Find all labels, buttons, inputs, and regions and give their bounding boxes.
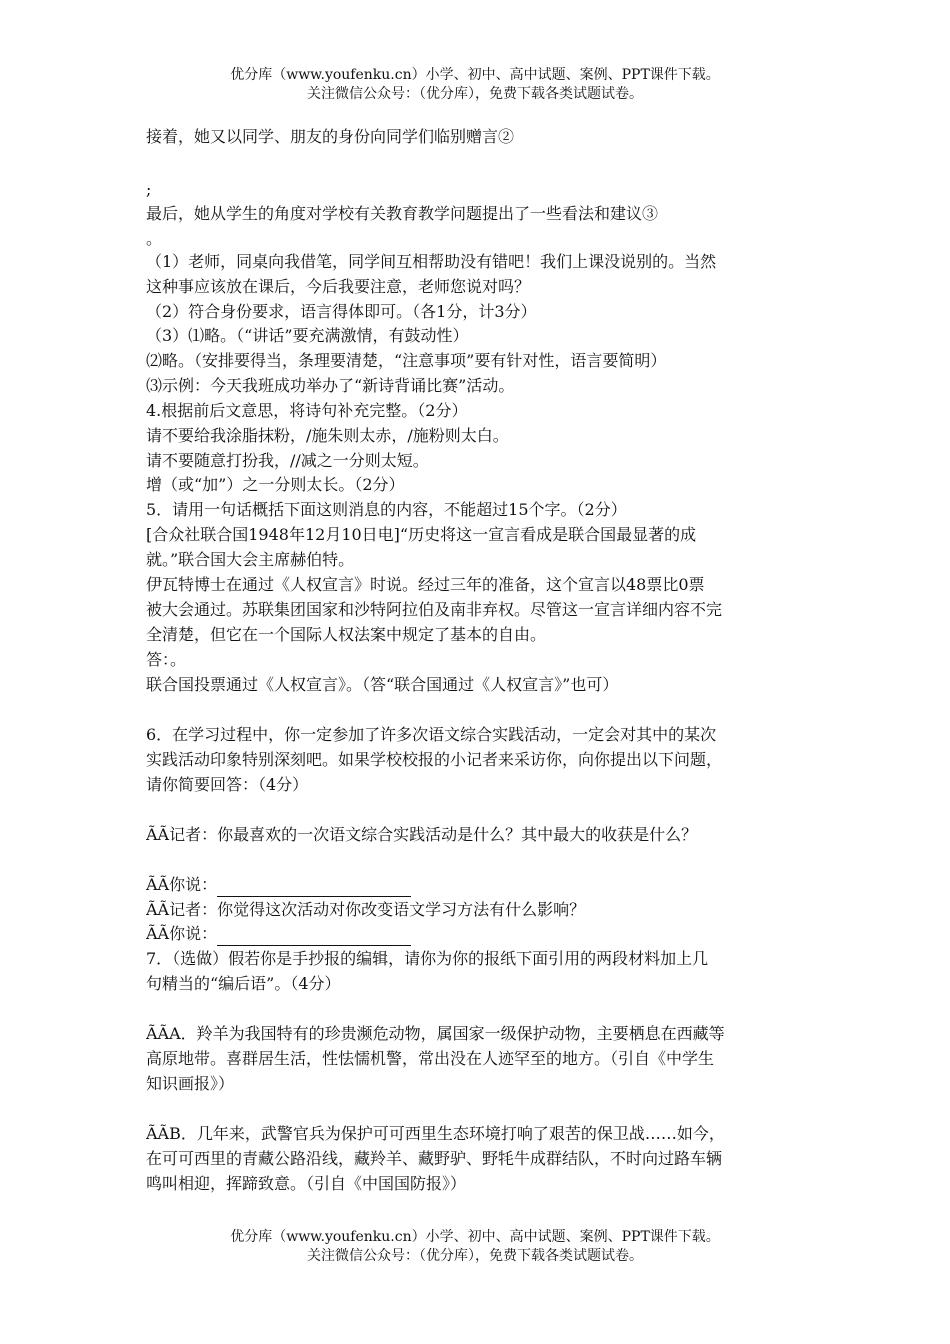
text-line: 就。”联合国大会主席赫伯特。 [146,550,355,569]
text-line: 高原地带。喜群居生活，性怯懦机警，常出没在人迹罕至的地方。（引自《中学生 [146,1049,715,1068]
text-line: ⑵略。（安排要得当，条理要清楚，“注意事项”要有针对性，语言要简明） [146,351,667,370]
text-line: 最后，她从学生的角度对学校有关教育教学问题提出了一些看法和建议③ [146,204,659,223]
answer-prompt: ÃÃ你说： [146,924,218,943]
text-line: 句精当的“编后语”。（4分） [146,974,341,993]
text-line: 增（或“加”）之一分则太长。（2分） [146,475,405,494]
answer-line-1 [146,872,811,897]
text-line: 联合国投票通过《人权宣言》。（答“联合国通过《人权宣言》”也可） [146,675,619,694]
answer-prompt: ÃÃ你说： [146,875,218,894]
text-line: 伊瓦特博士在通过《人权宣言》时说。经过三年的准备，这个宣言以48票比0票 [146,575,705,594]
answer-blank[interactable] [217,927,411,946]
page-footer [0,1228,950,1266]
text-line: 6．在学习过程中，你一定参加了许多次语文综合实践活动，一定会对其中的某次 [146,725,717,744]
text-line: 5．请用一句话概括下面这则消息的内容，不能超过15个字。（2分） [146,500,627,519]
text-line: ÃÃ记者：你觉得这次活动对你改变语文学习方法有什么影响？ [146,900,586,919]
text-line: 请不要随意打扮我，//减之一分则太短。 [146,451,429,470]
header-line-2: 关注微信公众号：（优分库），免费下载各类试题试卷。 [307,86,643,102]
text-line: （2）符合身份要求，语言得体即可。（各1分，计3分） [146,302,537,321]
text-line: 4.根据前后文意思，将诗句补充完整。（2分） [146,401,468,420]
text-line: 鸣叫相迎，挥蹄致意。（引自《中国国防报》） [146,1174,467,1193]
text-line: ; [146,180,152,199]
text-line: 全清楚，但它在一个国际人权法案中规定了基本的自由。 [146,625,547,644]
text-line: 这种事应该放在课后，今后我要注意，老师您说对吗？ [146,277,531,296]
text-line: 接着，她又以同学、朋友的身份向同学们临别赠言② [146,127,515,146]
text-line: 答：。 [146,650,187,669]
text-line: 请你简要回答：（4分） [146,775,309,794]
text-line: 请不要给我涂脂抹粉，/施朱则太赤，/施粉则太白。 [146,426,509,445]
footer-line-2: 关注微信公众号：（优分库），免费下载各类试题试卷。 [307,1248,643,1264]
text-line: ÃÃA．羚羊为我国特有的珍贵濒危动物，属国家一级保护动物，主要栖息在西藏等 [146,1024,725,1043]
text-line: [合众社联合国1948年12月10日电]“历史将这一宣言看成是联合国最显著的成 [146,525,697,544]
footer-line-1: 优分库（www.youfenku.cn）小学、初中、高中试题、案例、PPT课件下载。 [230,1229,720,1245]
answer-blank[interactable] [217,878,411,897]
text-line: 。 [146,229,163,248]
text-line: ⑶示例：今天我班成功举办了“新诗背诵比赛”活动。 [146,376,515,395]
answer-line-2 [146,921,811,946]
text-line: 被大会通过。苏联集团国家和沙特阿拉伯及南非弃权。尽管这一宣言详细内容不完 [146,600,723,619]
text-line: 7．（选做）假若你是手抄报的编辑，请你为你的报纸下面引用的两段材料加上几 [146,949,709,968]
text-line: 在可可西里的青藏公路沿线，藏羚羊、藏野驴、野牦牛成群结队，不时向过路车辆 [146,1149,723,1168]
text-line: ÃÃB．几年来，武警官兵为保护可可西里生态环境打响了艰苦的保卫战……如今， [146,1124,725,1143]
page-header [0,66,950,104]
text-line: 实践活动印象特别深刻吧。如果学校校报的小记者来采访你，向你提出以下问题， [146,750,723,769]
text-line: ÃÃ记者：你最喜欢的一次语文综合实践活动是什么？其中最大的收获是什么？ [146,825,698,844]
text-line: 知识画报》） [146,1074,235,1093]
text-line: （3）⑴略。（“讲话”要充满激情，有鼓动性） [146,326,469,345]
text-line: （1）老师，同桌向我借笔，同学间互相帮助没有错吧！我们上课没说别的。当然 [146,252,717,271]
header-line-1: 优分库（www.youfenku.cn）小学、初中、高中试题、案例、PPT课件下载。 [230,67,720,83]
